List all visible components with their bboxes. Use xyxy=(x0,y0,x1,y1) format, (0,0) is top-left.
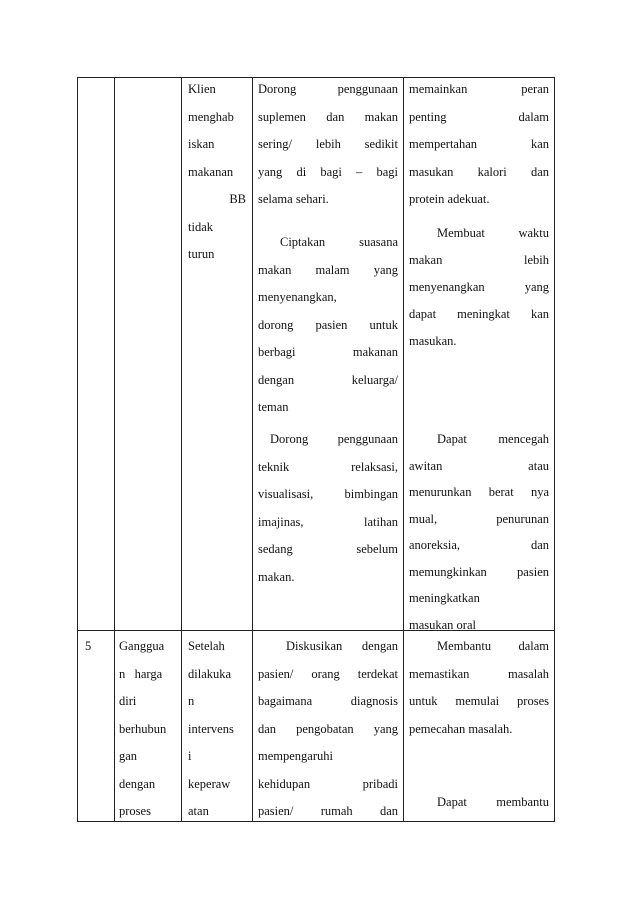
intervensi-line: kehidupan pribadi xyxy=(258,776,398,791)
row1-tujuan-line: BB xyxy=(229,192,246,206)
intervensi-line: sedang sebelum xyxy=(258,542,398,556)
row2-diagnosis xyxy=(119,633,179,826)
intervensi-line: Dorong penggunaan xyxy=(258,82,398,96)
intervensi-line: pasien/ rumah dan xyxy=(258,804,398,818)
diagnosis-line: Ganggua xyxy=(119,639,165,653)
rasional-line: memungkinkan pasien xyxy=(409,564,549,579)
intervensi-line: dorong pasien untuk xyxy=(258,317,398,332)
intervensi-line: dan pengobatan yang xyxy=(258,721,398,736)
rasional-line: masukan kalori dan xyxy=(409,164,549,179)
rasional-line: Dapat membantu xyxy=(437,795,549,809)
intervensi-line: dengan keluarga/ xyxy=(258,372,398,387)
intervensi-line: bagaimana diagnosis xyxy=(258,694,398,708)
intervensi-line: makan. xyxy=(258,569,295,584)
intervensi-line: sering/ lebih sedikit xyxy=(258,137,398,151)
row1-rasional-1 xyxy=(409,76,549,214)
col-border-1 xyxy=(114,77,115,822)
rasional-line: masukan. xyxy=(409,334,457,348)
rasional-line: makan lebih xyxy=(409,253,549,267)
rasional-line: menyenangkan yang xyxy=(409,280,549,294)
row-number: 5 xyxy=(85,639,92,653)
rasional-line: menurunkan berat nya xyxy=(409,485,549,499)
row1-rasional-3 xyxy=(409,426,549,638)
rasional-line: mual, penurunan xyxy=(409,511,549,526)
row1-intervensi-1 xyxy=(258,76,398,214)
rasional-line: memainkan peran xyxy=(409,82,549,96)
rasional-line: untuk memulai proses xyxy=(409,694,549,708)
tujuan-line: n xyxy=(188,694,195,708)
row2-intervensi-1 xyxy=(258,633,398,826)
intervensi-line: teknik relaksasi, xyxy=(258,459,398,474)
rasional-line: penting dalam xyxy=(409,109,549,124)
row2-number xyxy=(85,633,111,661)
rasional-line: pemecahan masalah. xyxy=(409,721,513,736)
rasional-line: awitan atau xyxy=(409,458,549,473)
rasional-line: Dapat mencegah xyxy=(437,432,549,446)
row1-rasional-2 xyxy=(409,220,549,355)
col-border-4 xyxy=(403,77,404,822)
intervensi-line: imajinas, latihan xyxy=(258,514,398,529)
diagnosis-line: proses xyxy=(119,804,151,818)
row1-tujuan-line: iskan xyxy=(188,137,215,151)
intervensi-line: suplemen dan makan xyxy=(258,109,398,124)
row2-rasional-1 xyxy=(409,633,549,743)
rasional-line: masukan oral xyxy=(409,617,476,632)
row2-tujuan xyxy=(188,633,250,826)
diagnosis-line: gan xyxy=(119,749,138,763)
row1-tujuan-line: Klien xyxy=(188,82,216,96)
row1-tujuan-line: makanan xyxy=(188,164,234,179)
diagnosis-line: berhubun xyxy=(119,721,167,736)
intervensi-line: Ciptakan suasana xyxy=(280,235,398,249)
intervensi-line: visualisasi, bimbingan xyxy=(258,487,398,501)
rasional-line: Membuat waktu xyxy=(437,226,549,240)
diagnosis-line: n harga xyxy=(119,666,163,681)
intervensi-line: pasien/ orang terdekat xyxy=(258,666,398,681)
row2-rasional-2 xyxy=(409,789,549,817)
row1-tujuan-line: turun xyxy=(188,247,215,261)
intervensi-line: menyenangkan, xyxy=(258,290,337,304)
rasional-line: Membantu dalam xyxy=(437,639,549,653)
tujuan-line: dilakuka xyxy=(188,666,232,681)
col-border-2 xyxy=(181,77,182,822)
row1-tujuan xyxy=(188,76,248,269)
rasional-line: protein adekuat. xyxy=(409,192,490,206)
rasional-line: dapat meningkat kan xyxy=(409,307,549,321)
tujuan-line: i xyxy=(188,749,192,763)
intervensi-line: selama sehari. xyxy=(258,192,329,206)
row1-tujuan-line: tidak xyxy=(188,219,213,234)
rasional-line: anoreksia, dan xyxy=(409,538,549,552)
tujuan-line: atan xyxy=(188,804,209,818)
tujuan-line: Setelah xyxy=(188,639,225,653)
intervensi-line: makan malam yang xyxy=(258,262,398,277)
row1-intervensi-2 xyxy=(258,229,398,422)
intervensi-line: yang di bagi – bagi xyxy=(258,164,398,179)
row1-tujuan-line: menghab xyxy=(188,109,234,124)
tujuan-line: intervens xyxy=(188,721,234,736)
intervensi-line: teman xyxy=(258,400,289,414)
intervensi-line: Dorong penggunaan xyxy=(270,432,398,446)
intervensi-line: berbagi makanan xyxy=(258,345,398,359)
row1-intervensi-3 xyxy=(258,426,398,591)
tujuan-line: keperaw xyxy=(188,776,231,791)
diagnosis-line: diri xyxy=(119,694,137,708)
rasional-line: mempertahan kan xyxy=(409,137,549,151)
intervensi-line: mempengaruhi xyxy=(258,749,333,763)
col-border-5 xyxy=(554,77,555,822)
col-border-0 xyxy=(77,77,78,822)
diagnosis-line: dengan xyxy=(119,776,156,791)
rasional-line: meningkatkan xyxy=(409,591,480,605)
col-border-3 xyxy=(252,77,253,822)
intervensi-line: Diskusikan dengan xyxy=(286,639,398,653)
rasional-line: memastikan masalah xyxy=(409,666,549,681)
